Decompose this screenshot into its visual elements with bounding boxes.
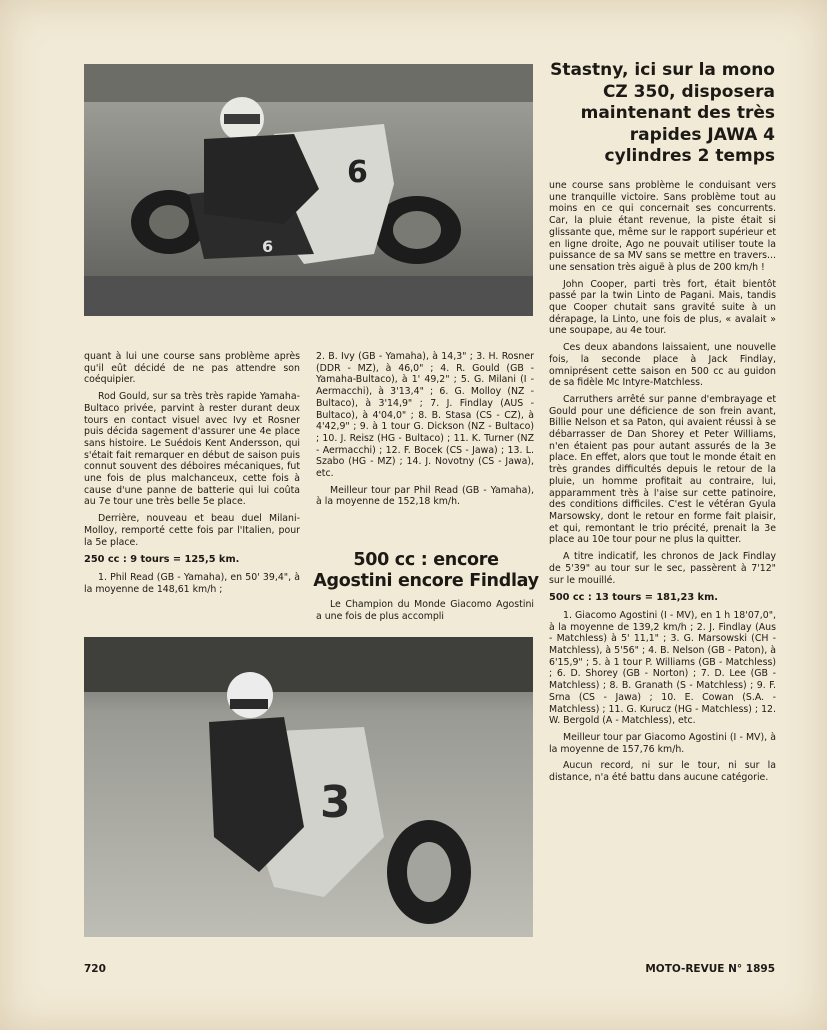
results-250cc-start: 1. Phil Read (GB - Yamaha), en 50' 39,4", à la moyenne de 148,61 km/h ; bbox=[84, 571, 300, 595]
col1-paragraph: Rod Gould, sur sa très très rapide Yamaha-Bultaco privée, parvint à rester durant deux tours en contact visuel avec Ivy et Rosner puis décida sagement d'assurer une 4e place sans histoire. Le Suédois Kent Andersson, qui s'était fait remarquer en début de saison puis connut souvent des déboires mécaniques, fut une fois de plus malchanceux, cette fois à cause d'une panne de batterie qui lui coûta au 7e tour une très belle 5e place. bbox=[84, 391, 300, 508]
text-column-1 bbox=[84, 351, 300, 600]
col3-paragraph: Ces deux abandons laissaient, une nouvelle fois, la seconde place à Jack Findlay, omniprésent cette saison en 500 cc au guidon de sa fidèle Mc Intyre-Matchless. bbox=[549, 342, 776, 389]
rider-number-6-side: 6 bbox=[262, 237, 274, 256]
magazine-issue: MOTO-REVUE N° 1895 bbox=[645, 963, 775, 975]
text-column-2-lower bbox=[316, 599, 534, 627]
col3-paragraph: Carruthers arrêté sur panne d'embrayage et Gould pour une déficience de son frein avant, Billie Nelson et sa Paton, qui avaient réussi à se débarrasser de Dan Shorey et Peter Williams, n'en étaient pas pour autant assurés de la 3e place. En effet, alors que tout le monde était en très grandes difficultés depuis le retour de la pluie, un homme profitait au contraire, lui, apparamment très à l'aise sur cette patinoire, des conditions difficiles. C'est le vétéran Gyula Marsowsky, dont le retour en forme fait plaisir, et qui, remontant le trio précité, prenait la 3e place au 10e tour pour ne plus la quitter. bbox=[549, 393, 776, 546]
photo-rider-number-3 bbox=[84, 637, 533, 937]
rider-number-6-fairing: 6 bbox=[347, 155, 368, 190]
col2-intro: Le Champion du Monde Giacomo Agostini a une fois de plus accompli bbox=[316, 599, 534, 622]
best-lap-250cc: Meilleur tour par Phil Read (GB - Yamaha), à la moyenne de 152,18 km/h. bbox=[316, 484, 534, 508]
text-column-3 bbox=[549, 180, 776, 789]
col3-paragraph: John Cooper, parti très fort, était bientôt passé par la twin Linto de Pagani. Mais, tandis que Cooper chutait sans gravité suite à un dérapage, la Linto, une fois de plus, « avalait » une soupape, au 4e tour. bbox=[549, 278, 776, 337]
best-lap-500cc: Meilleur tour par Giacomo Agostini (I - MV), à la moyenne de 157,76 km/h. bbox=[549, 731, 776, 755]
page-number: 720 bbox=[84, 963, 106, 975]
section-subhead-500cc: 500 cc : encore Agostini encore Findlay bbox=[313, 550, 539, 591]
rider-number-3-fairing: 3 bbox=[320, 777, 351, 828]
results-500cc: 1. Giacomo Agostini (I - MV), en 1 h 18'07,0", à la moyenne de 139,2 km/h ; 2. J. Findlay (Aus - Matchless) à 5' 11,1" ; 3. G. Marsowski (CH - Matchless), à 5'56" ; 4. B. Nelson (GB - Paton), à 6'15,9" ; 5. à 1 tour P. Williams (GB - Matchless) ; 6. D. Shorey (GB - Norton) ; 7. D. Lee (GB - Matchless) ; 8. B. Granath (S - Matchless) ; 9. F. Srna (CS - Jawa) ; 10. E. Cowan (S.A. - Matchless) ; 11. G. Kurucz (HG - Matchless) ; 12. W. Bergold (A - Matchless), etc. bbox=[549, 609, 776, 727]
closing-paragraph: Aucun record, ni sur le tour, ni sur la distance, n'a été battu dans aucune catégorie. bbox=[549, 760, 776, 784]
results-250cc-continued: 2. B. Ivy (GB - Yamaha), à 14,3" ; 3. H. Rosner (DDR - MZ), à 46,0" ; 4. R. Gould (GB - Yamaha-Bultaco), à 1' 49,2" ; 5. G. Milani (I - Aermacchi), à 3'13,4" ; 6. G. Molloy (NZ - Bultaco), à 3'14,9" ; 7. J. Findlay (AUS - Bultaco), à 4'04,0" ; 8. B. Stasa (CS - CZ), à 4'42,9" ; 9. à 1 tour G. Dickson (NZ - Bultaco) ; 10. J. Reisz (HG - Bultaco) ; 11. K. Turner (NZ - Aermacchi) ; 12. F. Bocek (CS - Jawa) ; 13. L. Szabo (HG - MZ) ; 14. J. Novotny (CS - Jawa), etc. bbox=[316, 351, 534, 480]
col3-paragraph: une course sans problème le conduisant vers une tranquille victoire. Sans problème tout au moins en ce qui concernait ses concurrents. Car, la pluie étant revenue, la piste était si glissante que, même sur le rapport supérieur et en ligne droite, Ago ne pouvait utiliser toute la puissance de sa MV sans se mettre en travers... une sensation très aiguë à plus de 200 km/h ! bbox=[549, 180, 776, 273]
col1-paragraph: Derrière, nouveau et beau duel Milani-Molloy, remporté cette fois par l'Italien, pour la 5e place. bbox=[84, 513, 300, 548]
photo-rider-number-6 bbox=[84, 64, 533, 316]
col1-paragraph: quant à lui une course sans problème après qu'il eût décidé de ne pas attendre son coéquipier. bbox=[84, 351, 300, 386]
class-500cc-heading: 500 cc : 13 tours = 181,23 km. bbox=[549, 592, 719, 604]
article-headline: Stastny, ici sur la mono CZ 350, disposera maintenant des très rapides JAWA 4 cylindres 2 temps bbox=[550, 60, 775, 166]
col3-paragraph: A titre indicatif, les chronos de Jack Findlay de 5'39" au tour sur le sec, passèrent à 7'12" sur le mouillé. bbox=[549, 551, 776, 586]
class-250cc-heading: 250 cc : 9 tours = 125,5 km. bbox=[84, 554, 240, 566]
text-column-2 bbox=[316, 351, 534, 513]
